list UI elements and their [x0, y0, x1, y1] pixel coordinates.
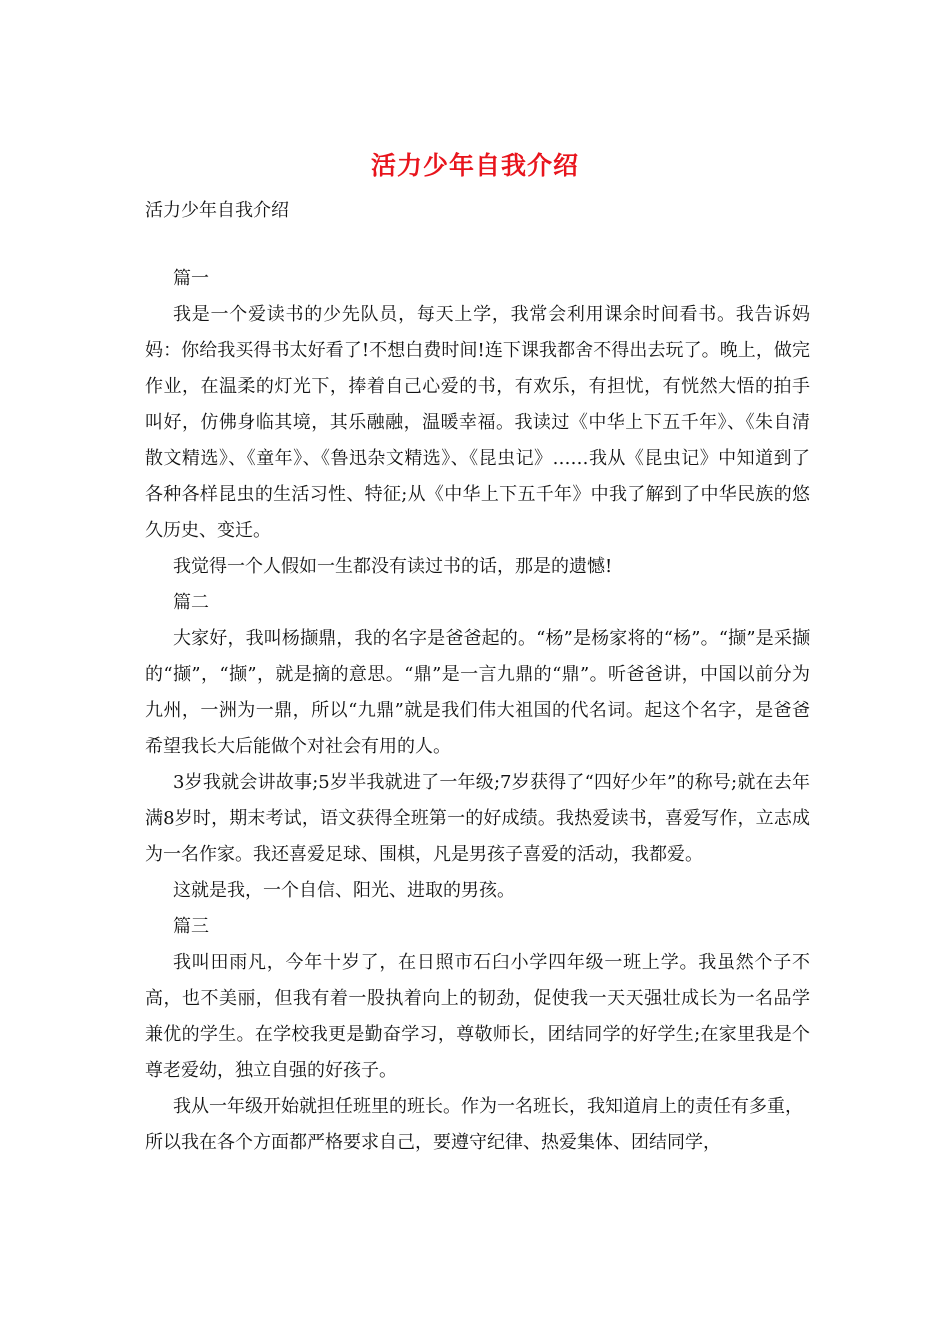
section-heading-3: 篇三: [173, 916, 209, 937]
document-body: [145, 261, 810, 1161]
document-subtitle: 活力少年自我介绍: [145, 200, 289, 221]
section-heading-1: 篇一: [173, 268, 209, 289]
document-title: 活力少年自我介绍: [370, 151, 579, 180]
paragraph-achievements: 3岁我就会讲故事;5岁半我就进了一年级;7岁获得了“四好少年”的称号;就在去年满8岁时，期末考试，语文获得全班第一的好成绩。我热爱读书，喜爱写作，立志成为一名作家。我还喜爱足球、围棋，凡是男孩子喜爱的活动，我都爱。: [145, 772, 810, 865]
paragraph-name-origin: 大家好，我叫杨撷鼎，我的名字是爸爸起的。“杨”是杨家将的“杨”。“撷”是采撷的“撷”，“撷”，就是摘的意思。“鼎”是一言九鼎的“鼎”。听爸爸讲，中国以前分为九州，一洲为一鼎，所以“九鼎”就是我们伟大祖国的代名词。起这个名字，是爸爸希望我长大后能做个对社会有用的人。: [145, 628, 810, 757]
paragraph-reading-conclusion: 我觉得一个人假如一生都没有读过书的话，那是的遗憾!: [173, 556, 613, 577]
paragraph-class-monitor: 我从一年级开始就担任班里的班长。作为一名班长，我知道肩上的责任有多重，所以我在各个方面都严格要求自己，要遵守纪律、热爱集体、团结同学，: [145, 1096, 803, 1153]
paragraph-reading: 我是一个爱读书的少先队员，每天上学，我常会利用课余时间看书。我告诉妈妈：你给我买得书太好看了!不想白费时间!连下课我都舍不得出去玩了。晚上，做完作业，在温柔的灯光下，捧着自己心爱的书，有欢乐，有担忧，有恍然大悟的拍手叫好，仿佛身临其境，其乐融融，温暖幸福。我读过《中华上下五千年》、《朱自清散文精选》、《童年》、《鲁迅杂文精选》、《昆虫记》……我从《昆虫记》中知道到了各种各样昆虫的生活习性、特征;从《中华上下五千年》中我了解到了中华民族的悠久历史、变迁。: [145, 304, 810, 541]
section-heading-2: 篇二: [173, 592, 209, 613]
paragraph-intro-student: 我叫田雨凡，今年十岁了，在日照市石臼小学四年级一班上学。我虽然个子不高，也不美丽，但我有着一股执着向上的韧劲，促使我一天天强壮成长为一名品学兼优的学生。在学校我更是勤奋学习，尊敬师长，团结同学的好学生;在家里我是个尊老爱幼，独立自强的好孩子。: [145, 952, 810, 1081]
paragraph-self-summary: 这就是我，一个自信、阳光、进取的男孩。: [173, 880, 515, 901]
